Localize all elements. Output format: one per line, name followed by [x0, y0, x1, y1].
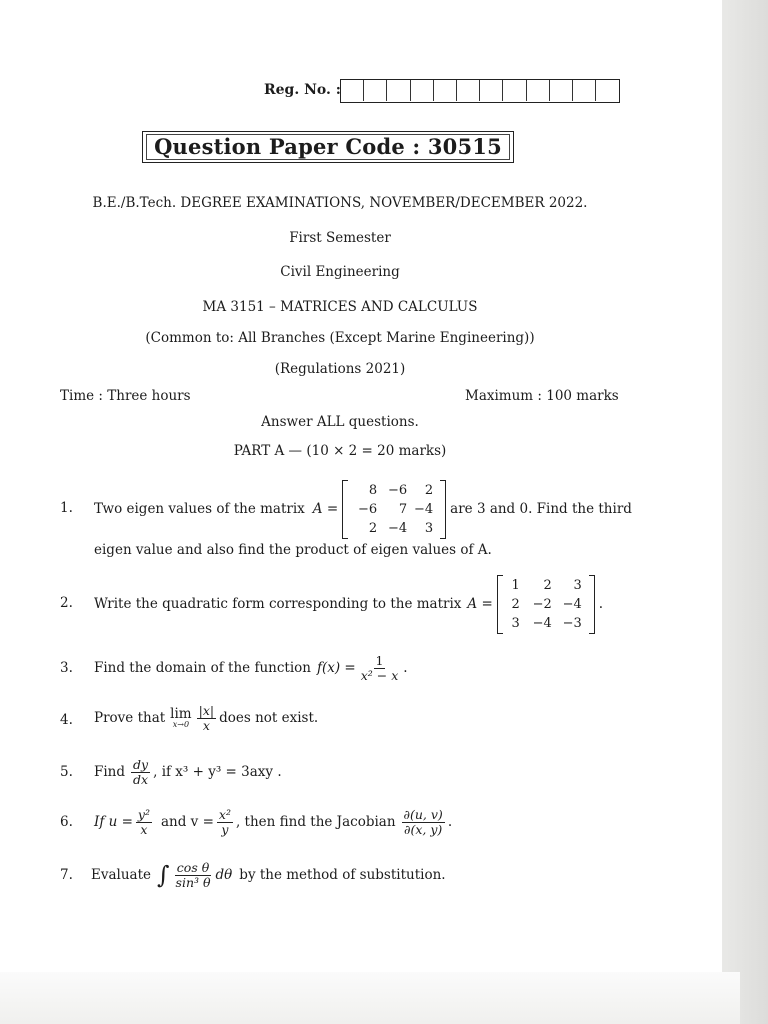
matrix-cell: 8 — [368, 482, 378, 498]
question-text: Two eigen values of the matrix — [94, 501, 305, 517]
common-to: (Common to: All Branches (Except Marine Engineering)) — [145, 330, 535, 346]
reg-no-box[interactable] — [364, 80, 387, 101]
limit-word: lim — [170, 706, 192, 722]
fraction-denominator: ∂(x, y) — [404, 821, 443, 837]
differential: dθ — [215, 867, 233, 883]
limit-subscript: x→0 — [172, 720, 190, 729]
question-text: Write the quadratic form corresponding to the matrix — [94, 596, 462, 612]
reg-no-boxes — [340, 79, 620, 103]
question-text-cont: by the method of substitution. — [239, 867, 446, 883]
question-text: Evaluate — [91, 867, 152, 883]
right-bracket — [589, 575, 595, 634]
fraction — [197, 704, 216, 733]
matrix-variable: A = — [312, 501, 339, 517]
question-number: 4. — [60, 712, 73, 728]
matrix-cell: 2 — [511, 596, 520, 612]
matrix-cell: −6 — [387, 482, 408, 498]
jacobian-fraction — [402, 808, 445, 837]
integral-sign: ∫ — [157, 861, 170, 889]
question-text: Find — [94, 764, 126, 780]
function-label: f(x) = — [316, 660, 356, 676]
matrix-cell: −2 — [532, 596, 552, 612]
fraction-denominator: x — [202, 717, 210, 733]
department: Civil Engineering — [280, 264, 400, 280]
part-a-heading: PART A — (10 × 2 = 20 marks) — [233, 443, 447, 459]
maximum-marks: Maximum : 100 marks — [465, 388, 619, 404]
matrix-a — [342, 480, 446, 539]
matrix-cell: −4 — [532, 615, 552, 631]
fraction-numerator: 1 — [375, 652, 384, 668]
page-bottom — [0, 972, 740, 1024]
fraction-numerator: y² — [137, 806, 150, 822]
question-text: Find the domain of the function — [94, 660, 311, 676]
question-number: 7. — [60, 867, 73, 883]
reg-no-box[interactable] — [503, 80, 526, 101]
fraction-v — [217, 808, 233, 837]
question-text-mid: and v = — [161, 814, 214, 830]
reg-no-box[interactable] — [480, 80, 503, 101]
regulations: (Regulations 2021) — [274, 361, 406, 377]
question-text-mid2: , then find the Jacobian — [235, 814, 396, 830]
question-punct: . — [447, 814, 453, 830]
matrix-variable: A = — [467, 596, 493, 612]
instruction: Answer ALL questions. — [261, 414, 419, 430]
matrix-cell: 2 — [368, 520, 378, 536]
fraction-denominator: y — [221, 821, 229, 837]
reg-no-box[interactable] — [573, 80, 596, 101]
reg-no-box[interactable] — [527, 80, 550, 101]
fraction-denominator: x² − x — [360, 667, 399, 683]
question-5 — [94, 754, 282, 790]
fraction — [174, 861, 213, 890]
matrix-cell: 7 — [398, 501, 408, 517]
reg-no-box[interactable] — [596, 80, 619, 101]
question-punct: . — [403, 660, 408, 676]
semester: First Semester — [289, 230, 391, 246]
course-title: MA 3151 – MATRICES AND CALCULUS — [202, 299, 478, 315]
matrix-a — [497, 575, 595, 634]
fraction-numerator: ∂(u, v) — [403, 806, 443, 822]
matrix-cell: −4 — [387, 520, 408, 536]
question-4 — [94, 700, 318, 736]
question-text: If u = — [94, 814, 133, 830]
matrix-grid — [503, 575, 589, 634]
limit-operator — [170, 707, 191, 729]
fraction-numerator: |x| — [198, 702, 215, 718]
matrix-cell: 2 — [424, 482, 434, 498]
matrix-cell: 1 — [511, 577, 520, 593]
question-3 — [94, 650, 408, 686]
question-1-continuation: eigen value and also find the product of eigen values of A. — [94, 542, 492, 558]
matrix-cell: 3 — [424, 520, 434, 536]
question-7 — [91, 856, 446, 894]
question-number: 2. — [60, 595, 73, 611]
question-text-cont: , if x³ + y³ = 3axy . — [153, 764, 282, 780]
fraction-u — [136, 808, 152, 837]
reg-no-box[interactable] — [434, 80, 457, 101]
question-1 — [94, 478, 632, 540]
question-6 — [94, 803, 452, 841]
question-2 — [94, 573, 603, 635]
matrix-grid — [348, 480, 440, 539]
exam-title: B.E./B.Tech. DEGREE EXAMINATIONS, NOVEMBER/DECEMBER 2022. — [92, 195, 588, 211]
question-text-cont: does not exist. — [219, 710, 319, 726]
matrix-cell: 3 — [573, 577, 582, 593]
fraction-numerator: x² — [218, 806, 231, 822]
question-text-cont: are 3 and 0. Find the third — [450, 501, 632, 517]
reg-no-box[interactable] — [341, 80, 364, 101]
fraction-denominator: dx — [133, 771, 149, 787]
reg-no-box[interactable] — [411, 80, 434, 101]
matrix-cell: −4 — [562, 596, 582, 612]
fraction — [359, 654, 401, 683]
reg-no-box[interactable] — [387, 80, 410, 101]
matrix-cell: −6 — [357, 501, 378, 517]
reg-no-box[interactable] — [457, 80, 480, 101]
reg-no-box[interactable] — [550, 80, 573, 101]
matrix-cell: 3 — [511, 615, 520, 631]
matrix-cell: −4 — [413, 501, 434, 517]
fraction-denominator: sin³ θ — [175, 874, 211, 890]
matrix-cell: 2 — [543, 577, 552, 593]
fraction-numerator: cos θ — [176, 859, 210, 875]
question-paper-code: Question Paper Code : 30515 — [154, 134, 502, 159]
time-duration: Time : Three hours — [60, 388, 191, 404]
question-number: 3. — [60, 660, 73, 676]
right-bracket — [440, 480, 446, 539]
page-edge — [722, 0, 768, 1024]
matrix-cell: −3 — [562, 615, 582, 631]
fraction-denominator: x — [140, 821, 148, 837]
question-number: 6. — [60, 814, 73, 830]
question-text: Prove that — [94, 710, 166, 726]
fraction — [131, 758, 150, 787]
fraction-numerator: dy — [133, 756, 149, 772]
question-number: 1. — [60, 500, 73, 516]
question-punct: . — [598, 596, 604, 612]
question-number: 5. — [60, 764, 73, 780]
reg-no-label: Reg. No. : — [264, 82, 341, 98]
